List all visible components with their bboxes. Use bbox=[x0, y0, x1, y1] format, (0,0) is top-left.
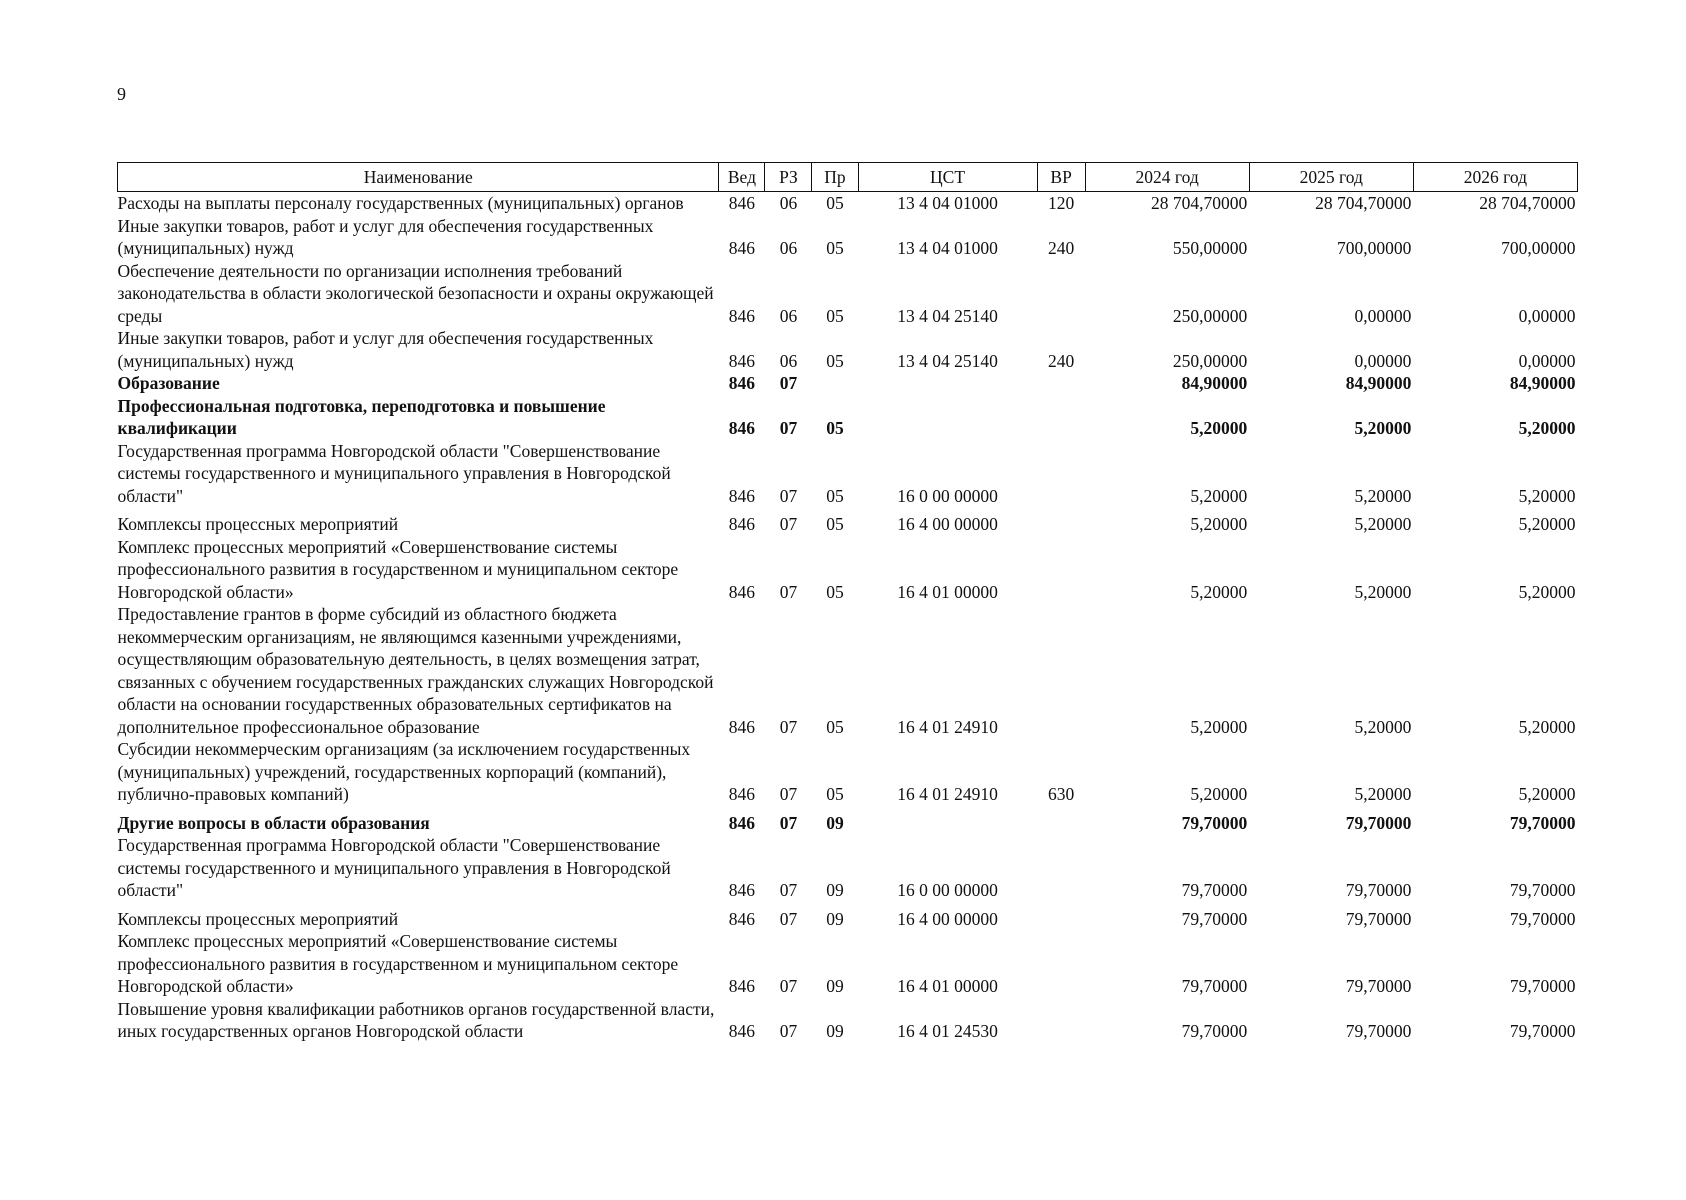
row-value-2024: 250,00000 bbox=[1172, 350, 1248, 371]
row-name: Иные закупки товаров, работ и услуг для обеспечения государственных (муниципальных) нужд bbox=[117, 215, 654, 258]
table-row bbox=[118, 395, 1578, 440]
row-ved: 846 bbox=[728, 908, 756, 929]
row-pr: 05 bbox=[826, 514, 844, 534]
row-cst: 16 4 01 24910 bbox=[897, 716, 998, 737]
row-pr: 09 bbox=[826, 908, 844, 929]
row-pr: 05 bbox=[826, 305, 844, 326]
row-cst: 13 4 04 01000 bbox=[897, 193, 998, 213]
row-pr bbox=[812, 372, 858, 395]
row-value-2024: 5,20000 bbox=[1190, 514, 1248, 534]
row-value-2024: 5,20000 bbox=[1190, 784, 1248, 804]
row-value-2026: 0,00000 bbox=[1518, 350, 1576, 371]
header-pr: Пр bbox=[812, 163, 858, 192]
row-value-2026: 28 704,70000 bbox=[1479, 193, 1576, 213]
row-vr bbox=[1037, 930, 1085, 998]
row-ved: 846 bbox=[728, 373, 756, 393]
row-ved: 846 bbox=[728, 485, 756, 506]
row-value-2026: 5,20000 bbox=[1518, 485, 1576, 506]
row-pr: 05 bbox=[826, 350, 844, 371]
row-value-2025: 79,70000 bbox=[1345, 1021, 1412, 1041]
row-name: Расходы на выплаты персоналу государственных (муниципальных) органов bbox=[117, 193, 684, 213]
table-row bbox=[118, 998, 1578, 1043]
row-value-2026: 79,70000 bbox=[1509, 908, 1576, 929]
row-vr: 630 bbox=[1048, 784, 1075, 804]
row-name: Иные закупки товаров, работ и услуг для обеспечения государственных (муниципальных) нужд bbox=[117, 328, 654, 371]
row-value-2025: 5,20000 bbox=[1354, 784, 1412, 804]
row-vr bbox=[1037, 536, 1085, 604]
table-row bbox=[118, 260, 1578, 328]
row-value-2024: 84,90000 bbox=[1181, 373, 1248, 393]
row-vr bbox=[1037, 603, 1085, 738]
row-value-2024: 28 704,70000 bbox=[1151, 193, 1248, 213]
row-value-2026: 700,00000 bbox=[1501, 238, 1576, 258]
row-cst bbox=[858, 395, 1037, 440]
row-value-2024: 5,20000 bbox=[1190, 581, 1248, 602]
row-pr: 05 bbox=[826, 193, 844, 213]
row-value-2025: 79,70000 bbox=[1345, 908, 1412, 929]
row-ved: 846 bbox=[728, 784, 756, 804]
row-rz: 07 bbox=[779, 485, 798, 506]
row-value-2024: 550,00000 bbox=[1172, 238, 1248, 258]
row-vr bbox=[1037, 372, 1085, 395]
table-header-row bbox=[118, 163, 1578, 192]
row-value-2026: 79,70000 bbox=[1509, 880, 1576, 900]
header-name: Наименование bbox=[118, 163, 719, 192]
row-value-2024: 5,20000 bbox=[1190, 716, 1248, 737]
row-value-2026: 79,70000 bbox=[1509, 976, 1576, 996]
row-value-2026: 5,20000 bbox=[1518, 784, 1576, 804]
row-rz: 07 bbox=[779, 418, 798, 438]
table-row bbox=[118, 192, 1578, 215]
row-ved: 846 bbox=[728, 716, 756, 737]
table-row bbox=[118, 440, 1578, 508]
row-value-2024: 250,00000 bbox=[1172, 305, 1248, 326]
row-value-2024: 79,70000 bbox=[1181, 812, 1248, 833]
row-value-2026: 5,20000 bbox=[1518, 581, 1576, 602]
row-value-2025: 5,20000 bbox=[1354, 581, 1412, 602]
row-cst: 16 0 00 00000 bbox=[897, 880, 998, 900]
row-value-2026: 79,70000 bbox=[1509, 1021, 1576, 1041]
row-value-2026: 5,20000 bbox=[1518, 514, 1576, 534]
row-pr: 05 bbox=[826, 716, 844, 737]
row-pr: 09 bbox=[826, 812, 844, 833]
row-vr bbox=[1037, 440, 1085, 508]
row-ved: 846 bbox=[728, 305, 756, 326]
header-cst: ЦСТ bbox=[858, 163, 1037, 192]
row-rz: 07 bbox=[779, 880, 798, 900]
row-name: Комплекс процессных мероприятий «Совершенствование системы профессионального развития в государственном и муниципальном секторе Новгородской области» bbox=[117, 931, 679, 996]
row-cst: 16 4 00 00000 bbox=[897, 514, 998, 534]
row-vr bbox=[1037, 902, 1085, 931]
row-vr bbox=[1037, 806, 1085, 835]
row-pr: 05 bbox=[826, 418, 844, 438]
row-ved: 846 bbox=[728, 812, 756, 833]
row-value-2025: 5,20000 bbox=[1354, 716, 1412, 737]
row-name: Комплексы процессных мероприятий bbox=[117, 514, 399, 534]
row-name: Комплекс процессных мероприятий «Совершенствование системы профессионального развития в государственном и муниципальном секторе Новгородской области» bbox=[117, 536, 679, 602]
table-row bbox=[118, 834, 1578, 902]
row-name: Предоставление грантов в форме субсидий из областного бюджета некоммерческим организациям, не являющимся казенными учреждениями, осуществляющим образовательную деятельность, в целях возмещения затрат, связанных с обучением государственных гражданских служащих Новгородской области на основании государственных образовательных сертификатов на дополнительное профессиональное образование bbox=[117, 604, 714, 737]
row-rz: 06 bbox=[779, 350, 798, 371]
header-ved: Вед bbox=[719, 163, 765, 192]
row-name: Государственная программа Новгородской области "Совершенствование системы государственного и муниципального управления в Новгородской области" bbox=[117, 440, 671, 506]
row-value-2025: 0,00000 bbox=[1354, 305, 1412, 326]
row-cst: 13 4 04 25140 bbox=[897, 305, 998, 326]
row-value-2025: 79,70000 bbox=[1345, 976, 1412, 996]
row-name: Комплексы процессных мероприятий bbox=[117, 908, 399, 929]
table-body bbox=[118, 192, 1578, 1043]
table-row bbox=[118, 327, 1578, 372]
row-name: Государственная программа Новгородской области "Совершенствование системы государственного и муниципального управления в Новгородской области" bbox=[117, 835, 671, 900]
row-cst bbox=[858, 806, 1037, 835]
row-vr bbox=[1037, 395, 1085, 440]
row-pr: 05 bbox=[826, 485, 844, 506]
row-rz: 07 bbox=[779, 581, 798, 602]
table-row bbox=[118, 806, 1578, 835]
row-name: Субсидии некоммерческим организациям (за исключением государственных (муниципальных) учреждений, государственных корпораций (компаний), публично-правовых компаний) bbox=[117, 739, 691, 804]
row-vr bbox=[1037, 834, 1085, 902]
row-ved: 846 bbox=[728, 193, 756, 213]
row-cst: 16 4 00 00000 bbox=[897, 908, 998, 929]
row-value-2025: 700,00000 bbox=[1336, 238, 1412, 258]
row-name: Повышение уровня квалификации работников органов государственной власти, иных государственных органов Новгородской области bbox=[117, 998, 715, 1041]
budget-table bbox=[117, 162, 1578, 1043]
row-pr: 09 bbox=[826, 1021, 844, 1041]
row-value-2025: 5,20000 bbox=[1354, 514, 1412, 534]
page-number: 9 bbox=[117, 84, 126, 104]
row-value-2025: 84,90000 bbox=[1345, 373, 1412, 393]
row-value-2025: 28 704,70000 bbox=[1315, 193, 1412, 213]
row-cst: 13 4 04 01000 bbox=[897, 238, 998, 258]
row-pr: 09 bbox=[826, 880, 844, 900]
row-ved: 846 bbox=[728, 976, 756, 996]
row-ved: 846 bbox=[728, 514, 756, 534]
row-cst: 16 4 01 24910 bbox=[897, 784, 998, 804]
row-vr bbox=[1037, 260, 1085, 328]
table-row bbox=[118, 536, 1578, 604]
row-pr: 05 bbox=[826, 238, 844, 258]
row-vr bbox=[1037, 507, 1085, 536]
row-ved: 846 bbox=[728, 880, 756, 900]
row-cst: 16 0 00 00000 bbox=[897, 485, 998, 506]
row-value-2026: 5,20000 bbox=[1518, 716, 1576, 737]
row-rz: 07 bbox=[779, 908, 798, 929]
row-value-2024: 79,70000 bbox=[1181, 1021, 1248, 1041]
row-name: Профессиональная подготовка, переподготовка и повышение квалификации bbox=[117, 395, 606, 438]
row-rz: 07 bbox=[779, 1021, 798, 1041]
row-vr: 120 bbox=[1048, 193, 1075, 213]
row-value-2024: 79,70000 bbox=[1181, 976, 1248, 996]
row-value-2025: 5,20000 bbox=[1354, 485, 1412, 506]
row-value-2025: 5,20000 bbox=[1354, 418, 1412, 438]
row-rz: 07 bbox=[779, 514, 798, 534]
row-pr: 05 bbox=[826, 581, 844, 602]
row-pr: 09 bbox=[826, 976, 844, 996]
row-rz: 06 bbox=[779, 193, 798, 213]
row-cst: 13 4 04 25140 bbox=[897, 350, 998, 371]
row-ved: 846 bbox=[728, 581, 756, 602]
row-rz: 06 bbox=[779, 238, 798, 258]
row-vr: 240 bbox=[1048, 350, 1075, 371]
row-rz: 07 bbox=[779, 373, 798, 393]
row-ved: 846 bbox=[728, 418, 756, 438]
row-ved: 846 bbox=[728, 350, 756, 371]
row-value-2026: 5,20000 bbox=[1518, 418, 1576, 438]
row-name: Образование bbox=[117, 373, 220, 393]
row-value-2026: 0,00000 bbox=[1518, 305, 1576, 326]
row-value-2025: 79,70000 bbox=[1345, 812, 1412, 833]
row-cst: 16 4 01 00000 bbox=[897, 581, 998, 602]
header-2026: 2026 год bbox=[1413, 163, 1577, 192]
row-value-2024: 5,20000 bbox=[1190, 485, 1248, 506]
row-rz: 07 bbox=[779, 784, 798, 804]
row-ved: 846 bbox=[728, 238, 756, 258]
table-row bbox=[118, 215, 1578, 260]
row-cst bbox=[858, 372, 1037, 395]
table-row bbox=[118, 902, 1578, 931]
table-row bbox=[118, 372, 1578, 395]
row-cst: 16 4 01 00000 bbox=[897, 976, 998, 996]
row-rz: 07 bbox=[779, 716, 798, 737]
header-2025: 2025 год bbox=[1249, 163, 1413, 192]
row-pr: 05 bbox=[826, 784, 844, 804]
row-ved: 846 bbox=[728, 1021, 756, 1041]
row-cst: 16 4 01 24530 bbox=[897, 1021, 998, 1041]
table-row bbox=[118, 603, 1578, 738]
row-name: Обеспечение деятельности по организации исполнения требований законодательства в области экологической безопасности и охраны окружающей среды bbox=[117, 260, 714, 326]
header-vr: ВР bbox=[1037, 163, 1085, 192]
header-2024: 2024 год bbox=[1085, 163, 1249, 192]
row-rz: 06 bbox=[779, 305, 798, 326]
table-row bbox=[118, 507, 1578, 536]
row-value-2026: 79,70000 bbox=[1509, 812, 1576, 833]
row-name: Другие вопросы в области образования bbox=[117, 812, 430, 833]
row-value-2026: 84,90000 bbox=[1509, 373, 1576, 393]
row-rz: 07 bbox=[779, 976, 798, 996]
row-value-2025: 0,00000 bbox=[1354, 350, 1412, 371]
row-value-2024: 5,20000 bbox=[1190, 418, 1248, 438]
row-value-2024: 79,70000 bbox=[1181, 880, 1248, 900]
row-value-2025: 79,70000 bbox=[1345, 880, 1412, 900]
row-rz: 07 bbox=[779, 812, 798, 833]
row-vr: 240 bbox=[1048, 238, 1075, 258]
table-row bbox=[118, 738, 1578, 806]
row-value-2024: 79,70000 bbox=[1181, 908, 1248, 929]
row-vr bbox=[1037, 998, 1085, 1043]
table-row bbox=[118, 930, 1578, 998]
header-rz: РЗ bbox=[765, 163, 812, 192]
